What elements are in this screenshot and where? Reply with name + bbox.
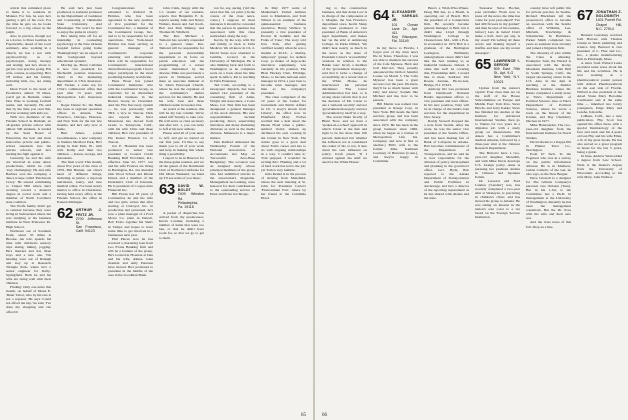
class-secretary-address xyxy=(76,207,102,233)
paragraph: Please send all of your news to Jeff, and get us started on our first year. I'd like to say thank you to all of your work and help in making this whole thing a possibility. xyxy=(159,131,204,156)
paragraph: With two members of the Friends School in Durham, an all-grades private school with almost 500 students, is tended by the State Board of Education, the best and most innovative private and public-school standards into the private schools, and he's leading the fight against it. xyxy=(6,115,51,156)
paragraph: Dan Radford addressed the Wednesday Forum of the National Association of Accountants last May on 'Successful Zero-Base Budgeting.' The occasion was an assigned study whose principal members of the group who had submitted articles in the association's magazine. Management Accounting, were honored for their contributions to the outstanding service of Ernst and Ernst in Chicago. xyxy=(210,139,255,197)
address-line-2: Key Biscayne, Fla. 33149 xyxy=(391,35,418,44)
paragraph: As noted at the reunion, this will be my last column. We've asked Jeff Stanley to take over. He will serve as class secretary and after Oct. 1, you can write to Jeff at his new address. xyxy=(159,107,204,132)
paragraph: Here's a Wish-Who-Where. Doug Hill has, as a Brazil, is operating out of Brazil. He's the president of a Connecticut firm. He recently became general manager at Bell, but it didn't take Lloyd through Washington College in Chestertown, Md., with a B.A. in economics in 1974 Bob is a graduate of the Burlington Lexington, Brilliantly undergraduate career didn't feel like the best running so as industrial business. Indeed, it came that we'll be covering this, Friendships shift, I would like to meet, 'Address: 202 Rossie Avenue, Ho-ho-kus, Bridge, N.J. 07423. xyxy=(424,6,469,87)
right-col-6-text xyxy=(577,33,622,179)
paragraph: The Wolfe family didn't get to reunion because they were living in Switzerland where Jan was studying at his business institute in West Princeton Pa. High School. xyxy=(6,204,51,229)
right-col-2 xyxy=(373,6,418,402)
left-col-2 xyxy=(57,6,102,402)
paragraph: Ted Cobb, according to a newspaper dispatch, has been named vice president of the consulting firm of Allen, Wright and Associates, a Costa Mesa, Cal. That firm has been designated a general manager of the stock division. His new responsibilities include producing, direct, supervising television and many marketing divisions as well as the media division. Minnesota is a major market. xyxy=(210,82,255,140)
address-line-2: New York, N.Y. 10021 xyxy=(493,75,520,84)
right-col-5-text xyxy=(526,6,571,229)
left-col-5 xyxy=(210,6,255,402)
page-number: 66 xyxy=(322,413,327,418)
paragraph: Dean Foucl is the head of Productive almost 70 miles, you'll get in Durham, where Don Wise is working football teams, and currently. He said that by the time you read this, he'd be working with kids too. xyxy=(6,86,51,116)
paragraph: Julia Reidel is in the process of moving from Mansfield, where the next meeting at St. John for President Carter's 'Environment Fair', where by her friend at the Columbia Hotel. xyxy=(261,171,306,201)
paragraph: Dave Criswell is a designer for The Gillette Company's personal care division (Tues). But in his 1-Jul, to the Committee has a Ph.D. in management at the University of Washington. Recently he has been the management consultant. But the Dr. lives with his wife and their new son. xyxy=(526,175,571,221)
left-col-3 xyxy=(108,6,153,402)
address-line-1: 505 East 79th St., Apt. 9-G xyxy=(493,66,520,76)
secretary-name: ALEXANDER E. VARKAS JR. xyxy=(391,10,418,23)
paragraph: The class comprised of the 10 years at the Center for Journalism and Public Affairs in Ch. 'a story's shown from Liberty', the office now in Plainfield. Mary Forbes recalled that a deal about the Duane Hotel when a public-spirited visitor shaken up attributed his own cooking in the Center in New York. The article goes to a great deal about Tom's career and has to do with ongoing relationships in a way. 'I couldn't take it,' Tom quipped. 'I wouldn't be writing this.' Hunting and a lot of hard work has led to the job, yet Tom is very humble. xyxy=(261,95,306,172)
paragraph: I expect to be in Hanover for the three-game reunion, and we all the guests of the Dartmouth Club of Northern California for Old Ohara Weekend, we hand up 'I'll see some of you there.' xyxy=(159,155,204,180)
paragraph: LaBeau, Calif., has a new publication. Flip Scott has opened his office there, with a special Dermatology of the face and neck and his 4-years old son Flip and his wife Ellen, a lit of my great hooks. He has also served as a great program in Israel for the last 5 years, being a guide. xyxy=(577,113,622,155)
left-col-2-text xyxy=(57,6,102,204)
left-col-4b-text xyxy=(159,211,204,239)
page-gutter xyxy=(313,0,315,420)
right-col-4 xyxy=(475,6,520,402)
paragraph: Treasurer Steve Hochar, poet exclaims: 'From now to press all the news, the time has come for your year-ahead!' 'I've had 400 flowers in my garden!' and then he says of his reunion, before') Lets do better! Don't make a half, don't get any, is my creed! I'm writing all these words and making myself a muffin, and here are my recent messages'.' xyxy=(475,6,520,55)
class-entry-63 xyxy=(159,183,204,209)
paragraph: He's taking time off for an internship in counseling psychology at the New Orleans hospital before going home Thanksgiving? 'As an expert of this background beyond educational systems'. xyxy=(57,34,102,63)
class-year-number: 65 xyxy=(475,55,491,73)
paragraph: The Rev. Michael J. Tamonti has recently expanded to a general stake. Rev. Tamonti will be responsible for the personal stewardship supplement to its focus on parish education and the programming of a retreat center maintained by the diocese. Mike was previously a pastor in Dubuque, served there as associate minister at St. John's Episcopal Church, where he was the organizer of the community's shelter services for the elderly. He and his wife Joan and three children reside in Greater Ore. xyxy=(159,34,204,108)
left-page xyxy=(6,6,306,418)
paragraph: Moving up, Bruce Callahan is now vice president for life/health pension insurance client in the marketing department at CNA Insurance. Bill Tucker, a sales rep for CNA's commercial office that year after 13 years with Metropolitan Life Insurance Co. xyxy=(57,62,102,104)
page-number: 65 xyxy=(301,413,306,418)
paragraph: In June, Andrew Wein added a degree from Law School. Wein is the master's degree from the University of Wisconsin. According to his wife Mary, John Wallace. xyxy=(577,154,622,179)
left-col-1 xyxy=(6,6,51,402)
paragraph: country have left public life for private practice. In Seattle, Richard Blackburn left the prosecutor's office to become an associate with the Seattle office of Williams, Lee, Mirriam, Trawbridge & Schumacher. In Baltimore, Parker Smith completed two years as assistant state attorney and joined a litigation firm. xyxy=(526,6,571,51)
paragraph: In May 1977 some of Manhattan's United Airlines went to Manhattan, and Tom Wilson is an example of the quintessential business executive. Henry Wallace 'is presently a vice president of Procter & Gamble and the Folks of Tone', The story told how Tom, after getting certified weekly when he was a student at M.I.T., a 'shabby, temporary' garage for Ashton Corp. (a maker of large-scale television equipment), was currently in his position. The Blair Hockey Club, Elbridge, Mass., to become national sales manager in 1974, a year later to become sales manager, and then as the company's president. xyxy=(261,6,306,95)
right-col-4b-text xyxy=(475,86,520,220)
paragraph: Currently, he and his wife are involved in some dance productions, which he calls 'very challenging.' He and wife Barbara own the company, a dance troupe called 'Patchwork Crazy.' He started commuting to Chapel Hill where she's working toward a master's degree in social work and a member of North Carolina's state coalition. xyxy=(6,155,51,205)
left-col-6 xyxy=(261,6,306,402)
paragraph: Mike Hanavender, The two-year-old daughter from the International Institute for Naval Studies. xyxy=(526,123,571,140)
left-col-4-text xyxy=(159,6,204,180)
paragraph: David Owens is a Kappa Phi in Hunter Trust Co., Norrington. xyxy=(526,139,571,152)
address-line-1: 7409 Winston Rd. xyxy=(177,192,204,201)
paragraph: The diversity of jobs within the Class is amazing. Examples: Sam, the Wizard is associated with the Rocky Mountain Institute, Clint Bell in South Springs, Calif., the largest ski-touring center in the U.S. Also in the dept is teaching at the Rainier Brisbane Institute where Dr. Kuma completed a study leave at Yale's Department of Political Science. Also at Yale's Department of Political Science, where he wrote a book on the history of the Iranian, and Ray Chemistry Nuclear in 1977. xyxy=(526,50,571,124)
left-columns xyxy=(6,6,306,402)
paragraph: Roger Dexter Sr.: the Bank has been at regional operation offices in Atlanta, San Francisco, Chicago, Houston, and New York for the last few months, and he's only now at home. xyxy=(57,103,102,132)
paragraph: The Burton's have a two-year-old daughter, Meredith, and with Mike Davis develops U.S. foreign policy. Anne is pursuing her graduate studies in Chinese and Japanese Italian. xyxy=(475,150,520,179)
class-year-number: 63 xyxy=(159,181,175,199)
address-line-2: San Francisco, Calif. 94123 xyxy=(75,225,102,234)
paragraph: The final word: This month, about five years of the class of 1976, Phil Burnett, our class's head of different things, including as junior, a rigorous nutritional, salary, and new medical editor. I've been newly mentor to office in Charleston, having held every office at the Friends School, his office in Eastern Michigan. xyxy=(57,159,102,205)
class-entry-67 xyxy=(577,9,622,31)
paragraph: And the class news of this fall. Drop us a line. xyxy=(526,220,571,229)
class-secretary-address xyxy=(596,9,622,31)
secretary-name: DAVID W. BOLDT xyxy=(177,184,204,193)
secretary-name: JONATHAN Z. GOLDSMITH xyxy=(595,10,622,19)
paragraph: Burt Allers, joined Goodmeasure, a new company at Nashua Medford Park, He's living in Oak Park, Ill., with wife Kathy and their two children — Karen, George, and Alexander. xyxy=(57,131,102,160)
paragraph: Finding: Only one letter this month, on behalf of Diane E. 'Dusk' Tabor, who by his rate is not a reporter. He says 'Could not afford the trip,' he said, 'I've done my shopping and can afford it'. xyxy=(6,285,51,314)
right-col-2-text xyxy=(373,46,418,163)
secretary-name: LAWRENCE I. GEROW xyxy=(493,58,520,67)
class-year-number: 62 xyxy=(57,205,73,223)
paragraph: Pooh 67 Tech. To the Fogelson who was in a survey on the public information division. He is in Madison, Cuban Catholic of the Gal, he also says, as the New Bergen. xyxy=(526,151,571,176)
paragraph: Bill Martin was named vice president at Rouge Corp. in New York. Bill heads the field services group and has been associated with the company since 1972. He has been in the group business since 1966, when he began as a trainee at Metropolitan Life Ins. Company, and now is first or another.) Bill's wife is the former Miss Kathleen Courtney of Brewster (Conn.), and they're happy in Corinthian. xyxy=(373,102,418,163)
right-col-3 xyxy=(424,6,469,402)
paragraph: Update from the nation's capital: Four class men are on the staff of the House Subcommittee on Europe and Middle East: Tom Pots, Steve Hewitt, and Jerry Kurke; Steve has finished his studies at the Institute for Advanced International Studies, then go to Vienna for two years in a diplomat job with a study group on dissertations. Jim Aiken has a Committee's medical mission, followed by a three-year stint at the Johnson Research Department. xyxy=(475,85,520,151)
paragraph: John Clark, happy with the 1-1 results of our reunion, reports that Benjamin E. K. reports seeing John and Nancy Walters, Karen and Joel Koch, Bob and Pam Minney, and Thomas M. Winfield. xyxy=(159,6,204,35)
right-page xyxy=(322,6,622,418)
secretary-name: ARTHUR J. FRITZ JR. xyxy=(75,208,102,217)
paragraph: The recent Duke faculty of Blunt 'Now, and we have a 'spokes-in-a-wheel' approach in which Carter is the hub and right to be the more than 100 percent dedicated but whether the Jefferson era is considered the center of his or not, It sure about his own influence on policy. Kraft joked, 'If I advised against the stuff we used for the White House.' xyxy=(322,115,367,164)
paragraph: Also in practice, though not as a doctor, is Dave Garman, in Fayetteville, ahead of the local seminary. Also working in a church, he has a son with psychoactivity, as a psychologist, doing therapy and testing; and he's about to get his own practice going. His wife, a nurse, is expecting. He's 5'8 inches, and his family, including kids, too, are doing well. xyxy=(6,34,51,87)
paragraph: ion for, say, spring. ('All the news that fits, we print.') In the course of the class news, corps.) I suppose in most instances it should be conceded that the person in question has associated with this class somewhere along the way. xyxy=(210,6,255,39)
class-entry-64 xyxy=(373,9,418,44)
right-columns xyxy=(322,6,622,402)
paragraph: Hans Broer has joined Continental Industries who with the Continental Group, as controller for its diversified industrial business in the Beaver Group in Cleveland. And the Fire Recovery system — he was previously with TRT, a vice in Tuscon. Dick also reports that Stavi Marzolena has moved from Grade to Sunnyvale, Calif., with his wife Chris and three children, He's vice president of Pin Kaiser Houston Co in Tuscon. xyxy=(108,78,153,144)
paragraph: A packet of dispatches has arrived from my predecessor, Kevin Lowther, including a number of items that were too late, or that he didn't have room for, so that we go to get to them. xyxy=(159,211,204,240)
address-line-2: Chapel Hill, N.C. 27514 xyxy=(595,22,622,31)
class-entry-65 xyxy=(475,55,520,84)
paragraph: He said he's just been promoted, is assistant professor in the Department of Guidance and Counseling at Oklahoma State University. And Mississippi. 'We won't be here to enjoy the game in a hurry.' xyxy=(57,6,102,35)
paragraph: Dr. Leonard and Fred Landau ['Landau'] was, has recently completed a two-year stint at Wesleyan, is practicing in children's clinic, and has moved his group to Atlanta. He was taking an interest in the nation's east coast to a tax based on the Foreign Service Institution. xyxy=(475,178,520,220)
address-line-1: 2700 Jefferson St. xyxy=(75,216,102,225)
paragraph: Phil Pieces now he has received a chartering loan from Leo Evans Banking firm and will be a founder of the group. He's located in Houston at Dan and his wife, Aimee. Glen Zeeman and Amy Petersen have moved. He's promoted to president in the middle of the area in the Goodman Bank. xyxy=(108,236,153,278)
paragraph: Bernard Golodney received both Harvest with Thomas Crump in fields plumbing and science July. Bernard is vice president of L. Fine and Co., Inc., a plastic manufacturing firm in Pittsburgh, Mass. xyxy=(577,33,622,62)
paragraph: arrival that reminded place to make it to reunions in Manner. For fun, he says he's getting a gift of his own. For the time he gets on, he looks forward to a big career in the pulpit. xyxy=(6,6,51,35)
class-secretary-address xyxy=(494,58,520,84)
paragraph: Jon E. Hawkins has been promoted to senior vice president at Coastal Credit Banking Buff Provident, R.I., effective June 22, 1977. Jon and his wife Frances are living in Barrington, R.I. Jon attended Oak Wood School and Rhode Island, and a member of the President's Club of Kiwanis. He is president of Cooper-ative Financial Inc. xyxy=(108,143,153,193)
paragraph: Bill Flores has 18 years of Continental, he and his wife and two girls, writes that after starting at Uniroyal, Inc. in production and personnel, he's now a plant manager of a Ford Motor Co. plant in Detroit. Bob Evalo together his Sheiv in Tampa and hopes to have some time to get involved in a businesses next year. xyxy=(108,192,153,237)
class-entry-62 xyxy=(57,207,102,233)
right-col-5 xyxy=(526,6,571,402)
paragraph: Congratulations are extended to Richard D. Holmes, who has been appointed to the new position of vice president for the Continental Inc., a member of the Continental Group, Inc., and is to be responsible for all operations. New York-based Holmes has been serving as general manager of Continental's corporate planning and development. Dick will be responsible for Continental's international diversification program. I had a major participant in the most promising industry worldwide. xyxy=(108,6,153,79)
address-line-1: 101 Ocean Lane Dr., Apt. 411 xyxy=(391,22,418,36)
paragraph: Randy Stowell dropped me a note from Seattle. After his work, he was the senior vice president at the Seattle Office, and has been making fun of Bank of Lafayette in Atlanta. Bob becomes commissioner of the Department of Transportation, and he said he is now responsible for the division of policy development and planning in the governor's office. Gov. Hyde, Bob reported to the Alaska Department of Transportation and Public Facilities in Anchorage, and he's a director of the reporting requirement as he has shared with Alaska and the state. xyxy=(424,119,469,201)
class-secretary-address xyxy=(392,9,418,44)
address-line-1: 1401 Porrell Rd. xyxy=(595,18,622,23)
right-col-1 xyxy=(322,6,367,402)
left-col-4 xyxy=(159,6,204,402)
class-year-number: 64 xyxy=(373,7,389,24)
paragraph: Northeast out of Southern Point, about 35 miles is Brooke. Ak who spends his time with children's sensory trips skiing, hiking, jogging. He's married and has three boys and a new one. 'I'm heading west out of Raleigh and stay up at Research Triangle Park, where he's a senior engineer for Kelly-Springfield. Both he and his wife are doing well with their children. xyxy=(6,228,51,286)
class-year-number: 67 xyxy=(577,7,593,24)
right-col-4-text xyxy=(475,6,520,55)
paragraph: Anthony Orr was promoted from Dartmouth National Bank's department officer to vice president and trust officer. In his new position, Tony will be in charge of the bank's trust services for the department in New Jersey. xyxy=(424,86,469,120)
paragraph: A letter from Willard Lentz provided some notes about his life and his activities. He is now working as a pharmaceutical patent person with Abbott Pharmaceuticals on the east side of Florida. Willard is also president of the Ansel Stone Mary Borodine Carrmaster and at the same time — inherited two lovely youngsters, Paige Mary and Leasha, 6 months. xyxy=(577,61,622,114)
right-col-6 xyxy=(577,6,622,402)
paragraph: Kevin, by the way, with Pat and family, is back at Tufts Medical. We all know in Ch. 2, David Seuss now attended to Gamble, located in the University of Michigan. He is also thinking back and forth to Washington as he completes work on a book about his time spent in Africa. Pat is teaching in Tufts Extension. xyxy=(210,38,255,83)
paragraph: ing to the construction business, and that Arnie Low is in charge of the components at J. Magnin, the San Francisco department store. Kevin Sharp has been promoted to vice president of Bank of America's legal department, and makes her 'on the side' at Armstrong College. In Parks Dillard, 'We didn't hear nearly as much in the news as the issue of President Carter's 'accessibility' 'sessions in relation to the Bakke case'. Kroft, a member of the 'government monopoly', said that it lacks a change of accessibility. At a recent visit at the White House, he interviewed his personal disclaimer: 'The Carter Administration has had, or is wrong about reform that is not the decision of Mr. Carter to use a 'national security' and not 'government monopoly' and not 'government by itself' in a way. xyxy=(322,6,367,116)
paragraph: In my move to Florida, I forgot part of my class news file in Texas. Therefore, I was not able to mention the success of the Cafe Mystere, Herb and Jodi McCord. They proudly announced the birth of Jennifer Louise on March 5. The 'Cafe Mystere' has been a great success over the year. We know they'll be so much busier with baby and know,' Sounds like Michael and me, how to be parents. xyxy=(373,45,418,103)
class-secretary-address xyxy=(178,183,204,209)
address-line-2: Philadelphia, Pa. 19118 xyxy=(177,200,199,210)
